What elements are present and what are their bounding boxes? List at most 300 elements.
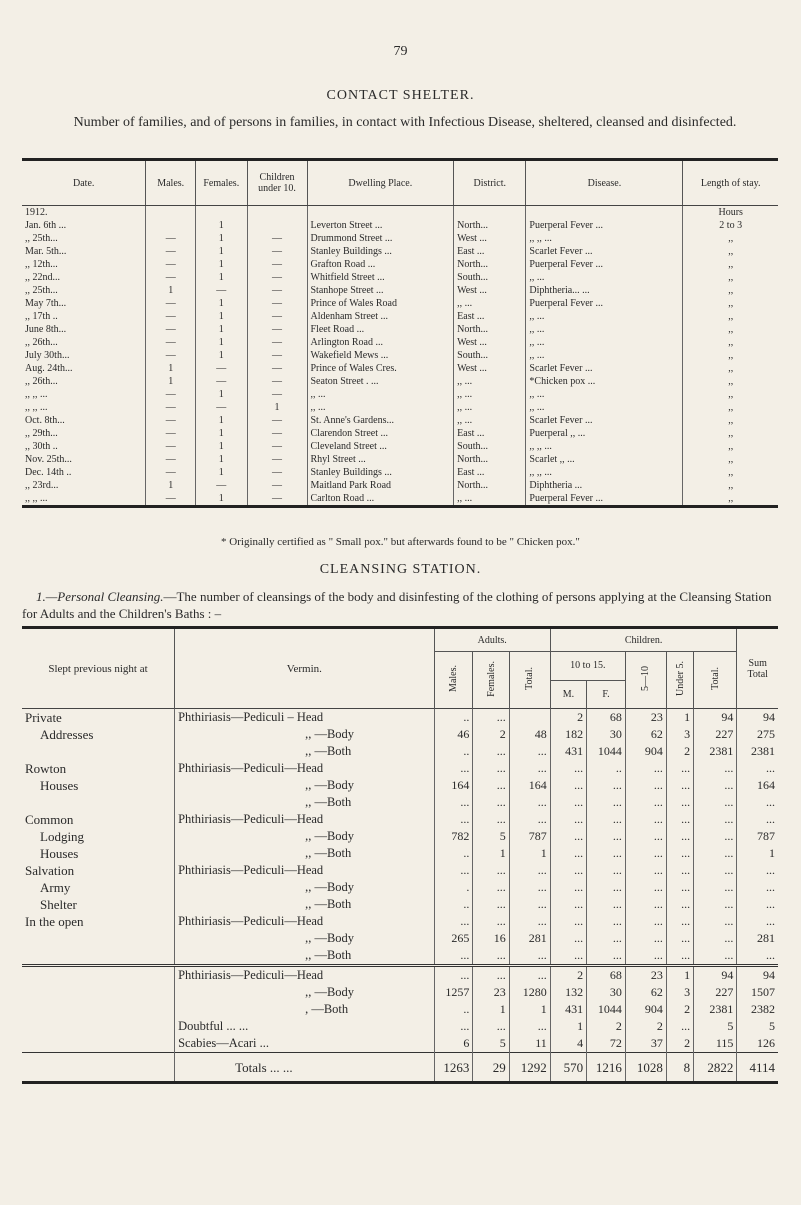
table-cell xyxy=(509,709,550,727)
table-row xyxy=(22,947,778,966)
table-cell: West ... xyxy=(454,284,526,297)
table-cell: East ... xyxy=(454,466,526,479)
table-cell: Arlington Road ... xyxy=(307,336,454,349)
table-row xyxy=(22,401,778,414)
table-cell: ,, 23rd... xyxy=(25,480,59,491)
vermin-label: , —Both xyxy=(175,1001,435,1018)
table-cell xyxy=(526,206,683,220)
table-cell: 1 xyxy=(195,297,247,310)
col-slept: Slept previous night at xyxy=(48,662,148,675)
table-cell: ,, ... xyxy=(526,323,683,336)
table-cell: — xyxy=(146,297,196,310)
table-cell: — xyxy=(247,336,307,349)
table-cell: ... xyxy=(666,811,693,828)
table-cell: ,, 25th... xyxy=(25,285,58,296)
table-cell: Scarlet Fever ... xyxy=(526,245,683,258)
table-cell: ... xyxy=(434,760,473,777)
totals-cell: 4114 xyxy=(737,1053,778,1083)
cleansing-rows xyxy=(22,709,778,1083)
table-cell: 37 xyxy=(625,1035,666,1053)
table-cell: ... xyxy=(509,896,550,913)
table-cell: 275 xyxy=(737,726,778,743)
table-cell: ... xyxy=(550,879,586,896)
table-row xyxy=(22,913,778,930)
table-cell: ... xyxy=(666,777,693,794)
summary-row xyxy=(22,984,778,1001)
vermin-label: ,, —Body xyxy=(175,828,435,845)
table-cell: 787 xyxy=(509,828,550,845)
table-cell: ... xyxy=(587,828,626,845)
table-cell: ... xyxy=(666,1018,693,1035)
table-cell: 1 xyxy=(737,845,778,862)
table-cell: 30 xyxy=(587,984,626,1001)
table-cell: 1280 xyxy=(509,984,550,1001)
table-cell: 1044 xyxy=(587,1001,626,1018)
table-cell: ... xyxy=(666,947,693,966)
table-cell: ... xyxy=(666,862,693,879)
table-cell: 265 xyxy=(434,930,473,947)
table-cell: ... xyxy=(625,913,666,930)
table-cell: — xyxy=(146,232,196,245)
table-cell: ,, xyxy=(683,232,778,245)
totals-cell: 1263 xyxy=(434,1053,473,1083)
table-cell: 904 xyxy=(625,1001,666,1018)
table-cell: ... xyxy=(666,879,693,896)
col-adult-males: Males. xyxy=(434,652,473,709)
slept-place: Army xyxy=(40,880,71,895)
col-vermin: Vermin. xyxy=(175,628,435,709)
table-cell: 2381 xyxy=(737,743,778,760)
table-cell: ... xyxy=(550,828,586,845)
cleansing-table xyxy=(22,626,778,1084)
table-cell: 1 xyxy=(195,271,247,284)
table-cell: ... xyxy=(625,896,666,913)
slept-place: Private xyxy=(25,710,62,725)
slept-place xyxy=(22,966,175,985)
table-cell: Scarlet ,, ... xyxy=(526,453,683,466)
table-cell: — xyxy=(247,323,307,336)
vermin-label: ,, —Both xyxy=(175,896,435,913)
table-cell: — xyxy=(146,414,196,427)
table-cell: 2 xyxy=(473,726,509,743)
table-cell: 1257 xyxy=(434,984,473,1001)
col-sum-total: Sum Total xyxy=(737,628,778,709)
table-cell: — xyxy=(247,310,307,323)
table-cell: ,, ... xyxy=(526,271,683,284)
table-row xyxy=(22,206,778,220)
table-cell: East ... xyxy=(454,310,526,323)
vermin-label: ,, —Both xyxy=(175,947,435,966)
table-cell: Diphtheria ... xyxy=(526,479,683,492)
table-cell: 1 xyxy=(195,492,247,507)
table-cell: ... xyxy=(694,811,737,828)
table-cell: 94 xyxy=(694,966,737,985)
table-cell: 4 xyxy=(550,1035,586,1053)
table-row xyxy=(22,794,778,811)
vermin-label: Doubtful ... ... xyxy=(175,1018,435,1035)
table-cell: Maitland Park Road xyxy=(307,479,454,492)
slept-place xyxy=(22,984,175,1001)
table-cell: — xyxy=(146,336,196,349)
table-cell: Aug. 24th... xyxy=(25,363,73,374)
vermin-label: ,, —Body xyxy=(175,879,435,896)
table-cell: ... xyxy=(473,879,509,896)
table-cell: Puerperal ,, ... xyxy=(526,427,683,440)
table-cell: — xyxy=(247,258,307,271)
table-cell: Seaton Street . ... xyxy=(307,375,454,388)
table-cell: — xyxy=(247,245,307,258)
table-cell: ,, ,, ... xyxy=(526,440,683,453)
cleansing-station-title: CLEANSING STATION. xyxy=(319,562,482,577)
table-cell: ,, 29th... xyxy=(25,428,58,439)
table-cell: East ... xyxy=(454,245,526,258)
table-cell: ... xyxy=(434,1018,473,1035)
table-row xyxy=(22,743,778,760)
table-cell: ... xyxy=(666,794,693,811)
table-cell: 164 xyxy=(737,777,778,794)
table-row xyxy=(22,219,778,232)
table-cell: 1 xyxy=(146,375,196,388)
table-cell: 23 xyxy=(625,966,666,985)
table-cell: 30 xyxy=(587,726,626,743)
col-males: Males. xyxy=(146,160,196,206)
table-cell: 182 xyxy=(550,726,586,743)
table-cell: ,, xyxy=(683,271,778,284)
col-adult-females: Females. xyxy=(473,652,509,709)
col-children-group: Children. xyxy=(550,628,737,652)
table-cell: ,, xyxy=(683,297,778,310)
table-row xyxy=(22,777,778,794)
vermin-label: Phthiriasis—Pediculi – Head xyxy=(175,709,435,727)
table-cell: ,, 25th... xyxy=(25,233,58,244)
table-cell: — xyxy=(146,427,196,440)
table-cell: ,, ... xyxy=(454,375,526,388)
table-cell: 1 xyxy=(195,258,247,271)
table-cell: — xyxy=(195,479,247,492)
table-cell: 2 xyxy=(550,966,586,985)
vermin-label: Phthiriasis—Pediculi—Head xyxy=(175,862,435,879)
table-cell: 227 xyxy=(694,726,737,743)
table-cell: 281 xyxy=(737,930,778,947)
table-cell: 2381 xyxy=(694,1001,737,1018)
table-cell: 787 xyxy=(737,828,778,845)
table-cell: ... xyxy=(509,760,550,777)
table-cell: ,, ,, ... xyxy=(25,402,48,413)
totals-cell: 2822 xyxy=(694,1053,737,1083)
vermin-label: Scabies—Acari ... xyxy=(175,1035,435,1053)
table-cell: ... xyxy=(550,896,586,913)
summary-row xyxy=(22,1018,778,1035)
table-cell: 5 xyxy=(737,1018,778,1035)
table-cell: ,, ... xyxy=(526,310,683,323)
vermin-label: ,, —Both xyxy=(175,845,435,862)
table-cell: ... xyxy=(473,896,509,913)
table-row xyxy=(22,388,778,401)
table-cell: ... xyxy=(694,777,737,794)
table-cell: North... xyxy=(454,323,526,336)
slept-place: Houses xyxy=(40,778,79,793)
table-cell: ,, xyxy=(683,245,778,258)
table-cell: ... xyxy=(509,947,550,966)
table-cell: ,, xyxy=(683,479,778,492)
table-cell: — xyxy=(247,440,307,453)
col-adult-total: Total. xyxy=(509,652,550,709)
table-row xyxy=(22,427,778,440)
table-cell: *Chicken pox ... xyxy=(526,375,683,388)
table-cell: — xyxy=(146,271,196,284)
table-cell: — xyxy=(146,453,196,466)
table-cell: 1 xyxy=(509,1001,550,1018)
table-cell: 1 xyxy=(195,232,247,245)
table-row xyxy=(22,845,778,862)
vermin-label: ,, —Both xyxy=(175,794,435,811)
table-cell: Wakefield Mews ... xyxy=(307,349,454,362)
table-cell: 1 xyxy=(146,479,196,492)
table-row xyxy=(22,323,778,336)
table-cell: ... xyxy=(509,794,550,811)
col-children-total: Total. xyxy=(694,652,737,709)
vermin-label: ,, —Body xyxy=(175,984,435,1001)
table-cell: Prince of Wales Cres. xyxy=(307,362,454,375)
table-cell: ... xyxy=(737,947,778,966)
table-cell: — xyxy=(146,349,196,362)
table-cell: ... xyxy=(587,913,626,930)
table-cell: ... xyxy=(587,930,626,947)
table-cell xyxy=(454,206,526,220)
slept-place: Common xyxy=(25,812,74,827)
table-cell: Fleet Road ... xyxy=(307,323,454,336)
col-adults: Adults. xyxy=(434,628,550,652)
table-cell: ... xyxy=(550,794,586,811)
table-cell: ... xyxy=(694,879,737,896)
table-cell: ... xyxy=(694,862,737,879)
table-cell: 5 xyxy=(473,1035,509,1053)
table-cell: 48 xyxy=(509,726,550,743)
table-row xyxy=(22,760,778,777)
table-cell: ... xyxy=(587,862,626,879)
slept-place xyxy=(22,794,175,811)
table-cell: 431 xyxy=(550,743,586,760)
table-cell: 1 xyxy=(146,284,196,297)
table-cell: ,, xyxy=(683,466,778,479)
table-cell: ... xyxy=(694,845,737,862)
summary-row xyxy=(22,1035,778,1053)
col-five-to-ten: 5—10 xyxy=(625,652,666,709)
table-cell: — xyxy=(195,362,247,375)
totals-cell: 1292 xyxy=(509,1053,550,1083)
table-cell: ... xyxy=(550,760,586,777)
totals-cell: 1028 xyxy=(625,1053,666,1083)
table-cell: — xyxy=(247,414,307,427)
contact-shelter-table xyxy=(22,158,778,508)
contact-shelter-rows xyxy=(22,206,778,507)
table-cell: ... xyxy=(509,1018,550,1035)
table-cell: ,, xyxy=(683,401,778,414)
vermin-label: ,, —Both xyxy=(175,743,435,760)
table-cell: West ... xyxy=(454,362,526,375)
table-cell: 227 xyxy=(694,984,737,1001)
table-cell: ,, ... xyxy=(307,388,454,401)
table-cell: ,, ... xyxy=(454,492,526,507)
table-cell: ,, xyxy=(683,284,778,297)
table-cell: ... xyxy=(550,913,586,930)
vermin-label: Phthiriasis—Pediculi—Head xyxy=(175,966,435,985)
table-cell: Puerperal Fever ... xyxy=(526,219,683,232)
table-row xyxy=(22,440,778,453)
table-cell: ,, ,, ... xyxy=(25,493,48,504)
table-cell: — xyxy=(146,492,196,507)
totals-label: Totals ... ... xyxy=(175,1053,435,1083)
table-cell: Dec. 14th .. xyxy=(25,467,72,478)
table-cell: Puerperal Fever ... xyxy=(526,258,683,271)
cleansing-intro-text: —The number of cleansings of the body and disinfesting of the clothing of persons applying at the Cleansing Station for Adults and the Children's Baths : – xyxy=(22,589,772,621)
table-cell: 5 xyxy=(473,828,509,845)
table-cell: North... xyxy=(454,453,526,466)
table-row xyxy=(22,828,778,845)
col-ten-to-15: 10 to 15. xyxy=(550,652,625,681)
table-cell xyxy=(195,206,247,220)
table-cell: 1 xyxy=(195,219,247,232)
table-cell: ... xyxy=(587,896,626,913)
cleansing-intro xyxy=(22,588,778,622)
table-cell: North... xyxy=(454,479,526,492)
table-cell: 46 xyxy=(434,726,473,743)
table-cell: ... xyxy=(694,828,737,845)
table-cell: ,, xyxy=(683,258,778,271)
table-cell: 16 xyxy=(473,930,509,947)
table-cell: ,, ... xyxy=(526,401,683,414)
table-cell: 1 xyxy=(195,388,247,401)
table-cell: ,, xyxy=(683,336,778,349)
table-cell: 23 xyxy=(625,709,666,727)
table-cell: 132 xyxy=(550,984,586,1001)
table-cell: 1 xyxy=(195,466,247,479)
table-cell: ,, ... xyxy=(454,388,526,401)
slept-place: Houses xyxy=(40,846,79,861)
table-cell: North... xyxy=(454,258,526,271)
table-cell: 2 xyxy=(625,1018,666,1035)
table-row xyxy=(22,479,778,492)
table-cell: ,, xyxy=(683,375,778,388)
table-cell: ... xyxy=(473,777,509,794)
table-cell: ,, ,, ... xyxy=(526,466,683,479)
table-cell: ... xyxy=(587,879,626,896)
table-cell: ... xyxy=(473,862,509,879)
table-cell: ,, ... xyxy=(526,349,683,362)
summary-row xyxy=(22,966,778,985)
table-cell: ... xyxy=(473,947,509,966)
table-cell: Stanhope Street ... xyxy=(307,284,454,297)
table-cell: — xyxy=(195,401,247,414)
vermin-label: Phthiriasis—Pediculi—Head xyxy=(175,811,435,828)
table-cell: ,, 26th... xyxy=(25,376,58,387)
table-cell: — xyxy=(247,466,307,479)
table-cell: 431 xyxy=(550,1001,586,1018)
table-cell: 1 xyxy=(195,453,247,466)
table-cell: ,, ... xyxy=(454,297,526,310)
table-cell: 281 xyxy=(509,930,550,947)
table-cell: 2 xyxy=(587,1018,626,1035)
table-cell: ,, ,, ... xyxy=(526,232,683,245)
table-cell: ... xyxy=(473,966,509,985)
vermin-label: ,, —Body xyxy=(175,777,435,794)
summary-row xyxy=(22,1001,778,1018)
table-cell: 126 xyxy=(737,1035,778,1053)
table-cell: 1 xyxy=(509,845,550,862)
table-cell: South... xyxy=(454,271,526,284)
table-cell: — xyxy=(247,349,307,362)
table-cell: Hours xyxy=(683,206,778,220)
table-cell: 1 xyxy=(473,1001,509,1018)
table-cell: 1 xyxy=(473,845,509,862)
table-row xyxy=(22,811,778,828)
table-row xyxy=(22,232,778,245)
table-cell: ,, 17th .. xyxy=(25,311,58,322)
table-cell: 62 xyxy=(625,726,666,743)
table-cell: 2382 xyxy=(737,1001,778,1018)
table-cell: East ... xyxy=(454,427,526,440)
table-cell: Whitfield Street ... xyxy=(307,271,454,284)
table-cell: ,, 22nd... xyxy=(25,272,60,283)
table-cell: ... xyxy=(509,913,550,930)
table-cell: ... xyxy=(434,966,473,985)
table-cell: 1 xyxy=(195,310,247,323)
table-cell: St. Anne's Gardens... xyxy=(307,414,454,427)
table-row xyxy=(22,930,778,947)
table-cell xyxy=(307,206,454,220)
table-cell: ... xyxy=(434,913,473,930)
slept-place: In the open xyxy=(25,914,84,929)
table-cell: 23 xyxy=(473,984,509,1001)
table-cell: ... xyxy=(625,862,666,879)
table-cell: ... xyxy=(737,811,778,828)
table-cell: ... xyxy=(550,930,586,947)
table-cell: ,, xyxy=(683,453,778,466)
table-cell: ... xyxy=(694,913,737,930)
table-cell: 68 xyxy=(587,966,626,985)
table-cell: 2 xyxy=(666,1001,693,1018)
table-cell: South... xyxy=(454,440,526,453)
table-cell: ... xyxy=(434,794,473,811)
table-cell: ,, 26th... xyxy=(25,337,58,348)
table-cell: ... xyxy=(509,879,550,896)
slept-place: Rowton xyxy=(25,761,67,776)
table-cell: 2381 xyxy=(694,743,737,760)
slept-place xyxy=(22,1053,175,1083)
table-cell: ,, 30th .. xyxy=(25,441,58,452)
table-cell: ... xyxy=(625,794,666,811)
table-cell: ... xyxy=(666,760,693,777)
table-row xyxy=(22,709,778,727)
table-cell: — xyxy=(146,440,196,453)
table-row xyxy=(22,284,778,297)
table-cell: 5 xyxy=(694,1018,737,1035)
table-cell: 1 xyxy=(195,414,247,427)
table-cell: Drummond Street ... xyxy=(307,232,454,245)
table-cell: — xyxy=(146,310,196,323)
table-cell: ... xyxy=(473,743,509,760)
contact-shelter-intro: Number of families, and of persons in families, in contact with Infectious Disease, sheltered, cleansed and disinfected. xyxy=(73,115,737,130)
table-cell: — xyxy=(195,375,247,388)
table-cell: 1 xyxy=(195,349,247,362)
table-cell: 68 xyxy=(587,709,626,727)
totals-cell: 29 xyxy=(473,1053,509,1083)
table-cell: ,, ... xyxy=(454,414,526,427)
table-cell: 904 xyxy=(625,743,666,760)
table-cell: ... xyxy=(509,743,550,760)
table-cell: — xyxy=(146,245,196,258)
table-cell: ... xyxy=(550,811,586,828)
